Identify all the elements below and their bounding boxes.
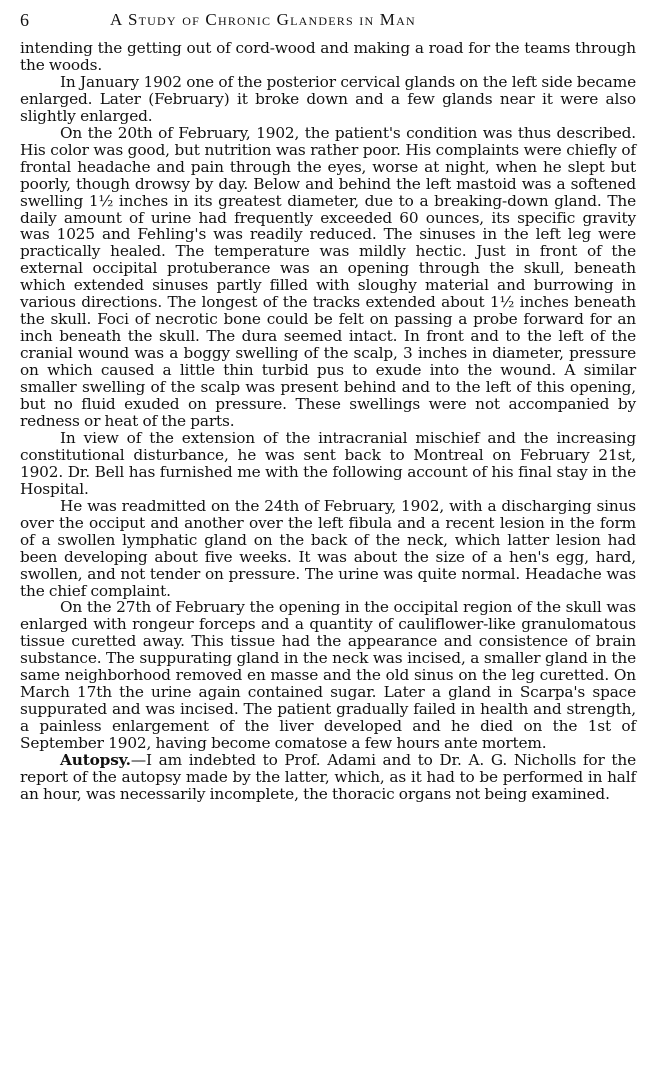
paragraph-autopsy bbox=[20, 752, 636, 803]
body-text bbox=[20, 40, 636, 803]
paragraph-operation-and-death bbox=[20, 599, 636, 752]
paragraph-text: —I am indebted to Prof. Adami and to Dr. A. G. Nicholls for the report of the autopsy made by the latter, which, as it had to be performed in half an hour, was necessarily incomplete, the thoracic organs not being examined. bbox=[20, 751, 636, 803]
page-number: 6 bbox=[20, 10, 30, 30]
paragraph-text: On the 27th of February the opening in the occipital region of the skull was enlarged with rongeur forceps and a quantity of cauliflower-like granulomatous tissue curetted away. This tissue had the appearance and consistence of brain substance. The suppurating gland in the neck was incised, a smaller gland in the same neighborhood removed en masse and the old sinus on the leg curetted. On March 17th the urine again contained sugar. Later a gland in Scarpa's space suppurated and was incised. The patient gradually failed in health and strength, a painless enlargement of the liver developed and he died on the 1st of September 1902, having become comatose a few hours ante mortem. bbox=[20, 598, 636, 753]
running-head bbox=[20, 0, 636, 40]
paragraph-cervical-glands bbox=[20, 74, 636, 125]
book-page bbox=[20, 0, 636, 803]
paragraph-text: intending the getting out of cord-wood and making a road for the teams through the woods. bbox=[20, 39, 636, 74]
running-title: A Study of Chronic Glanders in Man bbox=[110, 10, 416, 29]
autopsy-heading: Autopsy. bbox=[60, 751, 131, 770]
paragraph-text: He was readmitted on the 24th of February, 1902, with a discharging sinus over the occiput and another over the left fibula and a recent lesion in the form of a swollen lymphatic gland on the back of the neck, which latter lesion had been developing about five weeks. It was about the size of a hen's egg, hard, swollen, and not tender on pressure. The urine was quite normal. Headache was the chief complaint. bbox=[20, 496, 636, 600]
paragraph-text: In view of the extension of the intracranial mischief and the increasing constitutional disturbance, he was sent back to Montreal on February 21st, 1902. Dr. Bell has furnished me with the following account of his final stay in the Hospital. bbox=[20, 428, 636, 498]
paragraph-sent-to-montreal bbox=[20, 430, 636, 498]
paragraph-continuation bbox=[20, 40, 636, 74]
paragraph-text: In January 1902 one of the posterior cervical glands on the left side became enlarged. Later (February) it broke down and a few glands near it were also slightly enlarged. bbox=[20, 72, 636, 125]
paragraph-text: On the 20th of February, 1902, the patient's condition was thus described. His color was good, but nutrition was rather poor. His complaints were chiefly of frontal headache and pain through the eyes, worse at night, when he slept but poorly, though drowsy by day. Below and behind the left mastoid was a softened swelling 1½ inches in its greatest diameter, due to a breaking-down gland. The daily amount of urine had frequently exceeded 60 ounces, its specific gravity was 1025 and Fehling's was readily reduced. The sinuses in the left leg were practically healed. The temperature was mildly hectic. Just in front of the external occipital protuberance was an opening through the skull, beneath which extended sinuses partly filled with sloughy material and burrowing in various directions. The longest of the tracks extended about 1½ inches beneath the skull. Foci of necrotic bone could be felt on passing a probe forward for an inch beneath the skull. The dura seemed intact. In front and to the left of the cranial wound was a boggy swelling of the scalp, 3 inches in diameter, pressure on which caused a little thin turbid pus to exude into the wound. A similar smaller swelling of the scalp was present behind and to the left of this opening, but no fluid exuded on pressure. These swellings were not accompanied by redness or heat of the parts. bbox=[20, 123, 636, 430]
paragraph-condition-feb-20 bbox=[20, 125, 636, 430]
paragraph-readmission bbox=[20, 498, 636, 600]
